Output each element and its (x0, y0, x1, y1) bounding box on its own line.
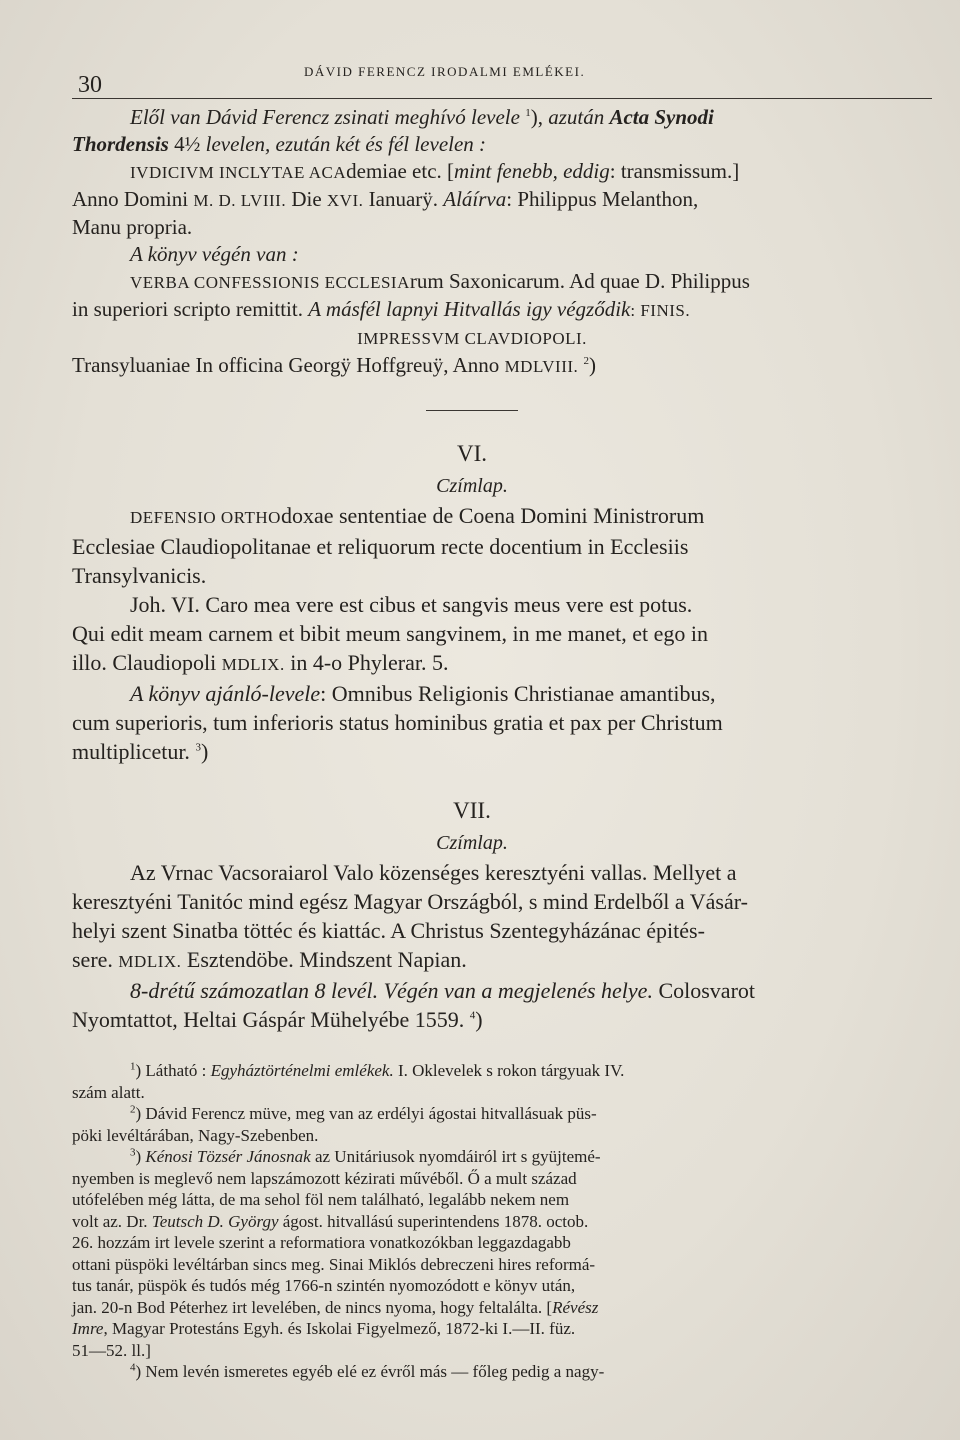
footnote-line: pöki levéltárában, Nagy-Szebenben. (72, 1125, 319, 1145)
text-line: 8-drétű számozatlan 8 levél. Végén van a megjelenés helye. Colosvarot (130, 978, 756, 1003)
footnote-line: szám alatt. (72, 1082, 145, 1102)
text-line: Joh. VI. Caro mea vere est cibus et sangvis meus vere est potus. (130, 592, 693, 617)
footnote-3: $^3$) Kénosi Tözsér Jánosnak az Unitáriusok nyomdáiról irt s gyüjtemé- (130, 1146, 601, 1166)
footnote-line: ottani püspöki levéltárban sincs meg. Sinai Miklós debreczeni hires reformá- (72, 1254, 596, 1274)
footnote-line: 51—52. ll.] (72, 1340, 151, 1360)
footnote-line: Imre, Magyar Protestáns Egyh. és Iskolai Figyelmező, 1872-ki I.—II. füz. (72, 1319, 576, 1338)
text-line: Anno Domini M. D. LVIII. Die XVI. Ianuarÿ. Aláírva: Philippus Melanthon, (72, 187, 699, 211)
text-line: helyi szent Sinatba töttéc és kiattác. A Christus Szentegyházánac épités- (72, 918, 705, 943)
section-subtitle: Czímlap. (436, 475, 508, 497)
footnote-4: $^4$) Nem levén ismeretes egyéb elé ez évről más — főleg pedig a nagy- (130, 1361, 605, 1381)
footnote-2: $^2$) Dávid Ferencz müve, meg van az erdélyi ágostai hitvallásuak püs- (130, 1103, 597, 1123)
text-line: DEFENSIO ORTHOdoxae sententiae de Coena Domini Ministrorum (130, 503, 705, 528)
page-number: 30 (78, 72, 102, 98)
footnotes (72, 1060, 872, 1383)
footnote-line: utófelében még látta, de ma sehol föl nem található, legalább nekem nem (72, 1190, 570, 1209)
text-line: in superiori scripto remittit. A másfél lapnyi Hitvallás igy végződik: FINIS. (72, 297, 691, 321)
text-line: Thordensis 4½ levelen, ezután két és fél levelen : (72, 132, 487, 156)
text-line: Az Vrnac Vacsoraiarol Valo közenséges keresztyéni vallas. Mellyet a (130, 860, 737, 885)
text-line: Manu propria. (72, 215, 193, 239)
text-line: IMPRESSVM CLAVDIOPOLI. (357, 329, 587, 348)
text-line: Ecclesiae Claudiopolitanae et reliquorum recte docentium in Ecclesiis (72, 534, 689, 559)
text-line: Elől van Dávid Ferencz zsinati meghívó levele $^1$), azután Acta Synodi (130, 105, 714, 129)
section-subtitle: Czímlap. (436, 832, 508, 854)
section-divider (426, 410, 518, 411)
text-line: Transyluaniae In officina Georgÿ Hoffgreuÿ, Anno MDLVIII. $^2$) (72, 353, 597, 377)
text-line: Qui edit meam carnem et bibit meum sangvinem, in me manet, et ego in (72, 621, 708, 646)
text-line: Nyomtattot, Heltai Gáspár Mühelyébe 1559. $^4$) (72, 1007, 483, 1032)
text-line: multiplicetur. $^3$) (72, 739, 209, 764)
text-line: VERBA CONFESSIONIS ECCLESIArum Saxonicarum. Ad quae D. Philippus (130, 269, 750, 293)
running-head: DÁVID FERENCZ IRODALMI EMLÉKEI. (304, 64, 586, 79)
section-numeral: VI. (456, 441, 488, 466)
footnote-line: nyemben is meglevő nem lapszámozott kézirati művéből. Ő a mult század (72, 1168, 577, 1188)
text-line: Transylvanicis. (72, 563, 207, 588)
text-line: A könyv végén van : (130, 242, 299, 266)
text-line: cum superioris, tum inferioris status hominibus gratia et pax per Christum (72, 710, 723, 735)
footnote-line: tus tanár, püspök és tudós még 1766-n szintén nyomozódott e könyv után, (72, 1276, 576, 1295)
text-line: IVDICIVM INCLYTAE ACAdemiae etc. [mint fenebb, eddig: transmissum.] (130, 159, 740, 183)
main-text (72, 104, 872, 1034)
footnote-1: $^1$) Látható : Egyháztörténelmi emlékek. I. Oklevelek s rokon tárgyuak IV. (130, 1060, 625, 1080)
section-numeral: VII. (453, 798, 491, 823)
footnote-line: jan. 20-n Bod Péterhez irt levelében, de nincs nyoma, hogy feltalálta. [Révész (72, 1297, 599, 1317)
text-line: A könyv ajánló-levele: Omnibus Religionis Christianae amantibus, (130, 681, 716, 706)
page-header (72, 58, 932, 99)
text-line: keresztyéni Tanitóc mind egész Magyar Országból, s mind Erdelből a Vásár- (72, 889, 748, 914)
footnote-line: volt az. Dr. Teutsch D. György ágost. hitvallású superintendens 1878. octob. (72, 1211, 589, 1231)
text-line: sere. MDLIX. Esztendöbe. Mindszent Napian. (72, 947, 467, 972)
text-line: illo. Claudiopoli MDLIX. in 4-o Phylerar. 5. (72, 650, 449, 675)
footnote-line: 26. hozzám irt levele szerint a reformatiora vonatkozókban leggazdagabb (72, 1233, 571, 1252)
